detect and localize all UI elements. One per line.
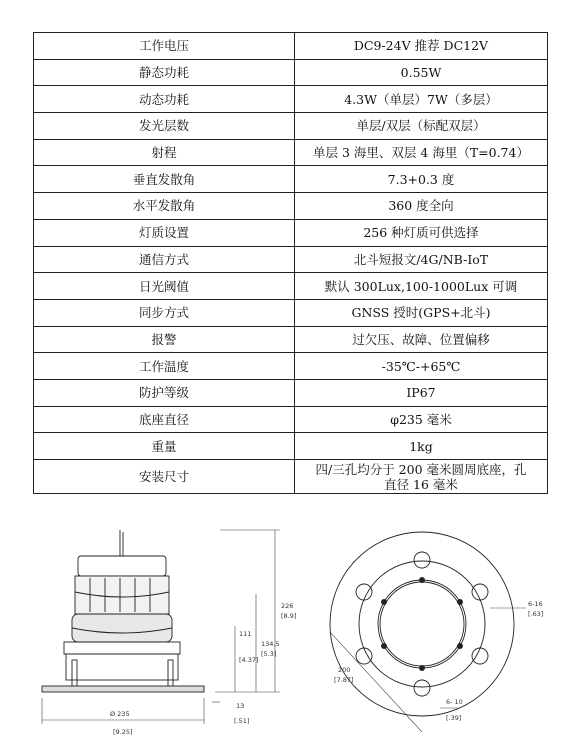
spec-label: 重量 (34, 433, 295, 460)
spec-row (34, 246, 548, 273)
spec-label: 垂直发散角 (34, 166, 295, 193)
spec-label: 动态功耗 (34, 86, 295, 113)
spec-label: 射程 (34, 139, 295, 166)
spec-value: 默认 300Lux,100-1000Lux 可调 (295, 273, 548, 300)
dim-hole-inch: [.63] (528, 610, 544, 618)
spec-row (34, 379, 548, 406)
dim-slot: 6- 10 (446, 698, 463, 706)
spec-value: 360 度全向 (295, 193, 548, 220)
dim-low-height-inch: [4.37] (239, 656, 259, 664)
spec-value: DC9-24V 推荐 DC12V (295, 33, 548, 60)
spec-label: 安装尺寸 (34, 460, 295, 494)
spec-value: 0.55W (295, 59, 548, 86)
dim-slot-inch: [.39] (446, 714, 462, 722)
dim-base-thickness: 13 (236, 702, 245, 710)
spec-row (34, 86, 548, 113)
spec-value: 单层/双层（标配双层） (295, 113, 548, 140)
spec-label: 水平发散角 (34, 193, 295, 220)
dim-total-height: 226 (281, 602, 294, 610)
spec-label: 工作电压 (34, 33, 295, 60)
spec-value: IP67 (295, 379, 548, 406)
spec-value: -35℃-+65℃ (295, 353, 548, 380)
spec-label: 报警 (34, 326, 295, 353)
spec-value: 过欠压、故障、位置偏移 (295, 326, 548, 353)
dim-mid-height: 134,5 (261, 640, 280, 648)
spec-label: 发光层数 (34, 113, 295, 140)
spec-row (34, 139, 548, 166)
spec-row (34, 299, 548, 326)
dim-diameter: Ø 235 (110, 710, 130, 718)
spec-row (34, 219, 548, 246)
dim-total-height-inch: [8.9] (281, 612, 297, 620)
spec-row (34, 113, 548, 140)
dim-base-thickness-inch: [.51] (234, 717, 250, 725)
dim-pcd-inch: [7.87] (334, 676, 354, 684)
spec-value: 北斗短报文/4G/NB-IoT (295, 246, 548, 273)
spec-row (34, 433, 548, 460)
spec-row (34, 59, 548, 86)
spec-row (34, 353, 548, 380)
spec-label: 同步方式 (34, 299, 295, 326)
spec-label: 通信方式 (34, 246, 295, 273)
spec-value: 7.3+0.3 度 (295, 166, 548, 193)
spec-label: 工作温度 (34, 353, 295, 380)
spec-row (34, 460, 548, 494)
spec-row (34, 326, 548, 353)
spec-row (34, 273, 548, 300)
spec-value: φ235 毫米 (295, 406, 548, 433)
spec-value (295, 460, 548, 494)
spec-label: 日光阈值 (34, 273, 295, 300)
spec-value: 256 种灯质可供选择 (295, 219, 548, 246)
dim-mid-height-inch: [5.3] (261, 650, 277, 658)
lantern-side-view (42, 530, 204, 692)
dimension-drawing (20, 522, 560, 744)
dim-pcd: 200 (338, 666, 351, 674)
spec-row (34, 166, 548, 193)
spec-value-line: 直径 16 毫米 (384, 476, 458, 492)
spec-row (34, 33, 548, 60)
dim-low-height: 111 (239, 630, 252, 638)
spec-label: 防护等级 (34, 379, 295, 406)
lantern-top-view (330, 532, 514, 716)
spec-row (34, 406, 548, 433)
spec-label: 灯质设置 (34, 219, 295, 246)
spec-value: 单层 3 海里、双层 4 海里（T=0.74） (295, 139, 548, 166)
spec-value: GNSS 授时(GPS+北斗) (295, 299, 548, 326)
spec-value-line: 四/三孔均分于 200 毫米圆周底座，孔 (315, 461, 527, 477)
spec-label: 底座直径 (34, 406, 295, 433)
spec-value: 1kg (295, 433, 548, 460)
spec-row (34, 193, 548, 220)
dim-hole: 6-16 (528, 600, 543, 608)
spec-label: 静态功耗 (34, 59, 295, 86)
spec-table (33, 32, 548, 494)
spec-value: 4.3W（单层）7W（多层） (295, 86, 548, 113)
dim-diameter-inch: [9.25] (113, 728, 133, 736)
